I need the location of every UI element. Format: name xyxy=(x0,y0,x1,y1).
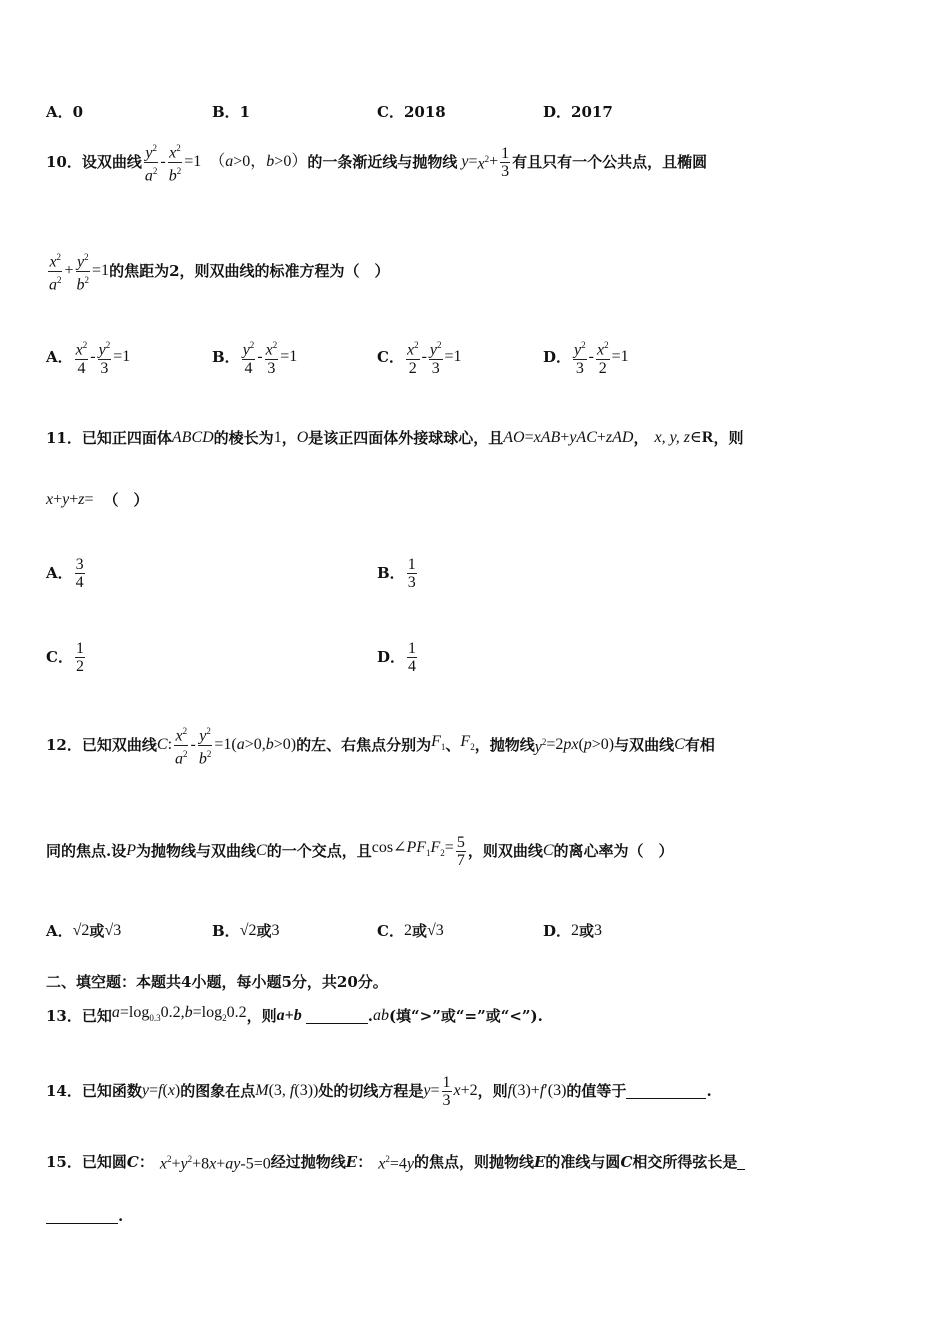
q10-option-d: D． $\frac{y^2}{3}$ - $\frac{x^2}{2}$ =1 xyxy=(543,334,629,380)
question-15-blank-line: . xyxy=(46,1204,123,1228)
q12-option-d: D． 2 或 3 xyxy=(543,922,603,940)
question-13: 13． 已知 $a=\log_{0.3}0.2,b=\log_20.2$ ，则 a + b . ab (填“>”或“=”或“<”). xyxy=(46,1004,543,1025)
question-11-sum: x + y + z = （ ） xyxy=(46,491,149,509)
q14-answer-blank[interactable] xyxy=(626,1084,706,1099)
q10-option-c: C． $\frac{x^2}{2}$ - $\frac{y^2}{3}$ =1 xyxy=(377,334,462,380)
question-14: 14． 已知函数 y=f(x) 的图象在点 M(3, f(3)) 处的切线方程是 y= $\frac{1}{3}$ x+2 ，则 f(3)+f′(3) 的值等于 . xyxy=(46,1073,712,1109)
q10-option-b: B． $\frac{y^2}{4}$ - $\frac{x^2}{3}$ =1 xyxy=(212,334,297,380)
q9-option-c: C．2018 xyxy=(377,103,446,121)
q12-option-b: B． √2 或 3 xyxy=(212,922,280,940)
section-2-heading: 二、填空题：本题共4小题，每小题5分，共20分。 xyxy=(46,973,388,991)
q11-option-c: C． $\frac{1}{2}$ xyxy=(46,639,84,675)
question-10-ellipse: $\frac{x^2}{a^2}$ + $\frac{y^2}{b^2}$ =1 的焦距为2，则双曲线的标准方程为（ ） xyxy=(46,248,390,294)
q11-option-b: B． $\frac{1}{3}$ xyxy=(377,555,416,591)
q10-option-a: A． $\frac{x^2}{4}$ - $\frac{y^2}{3}$ =1 xyxy=(46,334,130,380)
question-15: 15． 已知圆 C ： $x^2+y^2+8x+ay-5=0$ 经过抛物线 E ： $x^2=4y$ 的焦点，则抛物线 E 的准线与圆 C 相交所得弦长是 xyxy=(46,1145,745,1179)
question-10-stem: 10． 设双曲线 $\frac{y^2}{a^2}$ - $\frac{x^2}{b^2}$ =1 （a>0，b>0） 的一条渐近线与抛物线 y = $x^2$ + $\frac{1}{3}$ 有且只有一个公共点，且椭圆 xyxy=(46,140,707,184)
q9-option-b: B．1 xyxy=(212,103,251,121)
q9-option-a: A．0 xyxy=(46,103,84,121)
q15-answer-blank[interactable] xyxy=(46,1209,118,1224)
q12-option-c: C． 2 或 √3 xyxy=(377,922,444,940)
question-11-stem: 11． 已知正四面体 ABCD 的棱长为 1 ， O 是该正四面体外接球球心，且 AO = xAB + yAC + zAD ， x, y, z ∈R ，则 xyxy=(46,429,744,447)
q15-answer-blank-start[interactable] xyxy=(737,1155,745,1170)
q11-option-a: A． $\frac{3}{4}$ xyxy=(46,555,84,591)
q9-option-d: D．2017 xyxy=(543,103,613,121)
question-12-stem: 12． 已知双曲线 C : $\frac{x^2}{a^2}$ - $\frac{y^2}{b^2}$ =1(a>0,b>0) 的左、右焦点分别为 $F_1$ 、 $F_2$ ，抛物线 $y^2$ =2px(p>0) 与双曲线 C 有相 xyxy=(46,720,715,770)
question-12-condition: 同的焦点.设 P 为抛物线与双曲线 C 的一个交点，且 $\cos\angle PF_1F_2=$ $\frac{5}{7}$ ，则双曲线 C 的离心率为（ ） xyxy=(46,833,674,869)
q13-answer-blank[interactable] xyxy=(306,1009,368,1024)
q11-option-d: D． $\frac{1}{4}$ xyxy=(377,639,417,675)
q12-option-a: A． √2 或 √3 xyxy=(46,922,122,940)
